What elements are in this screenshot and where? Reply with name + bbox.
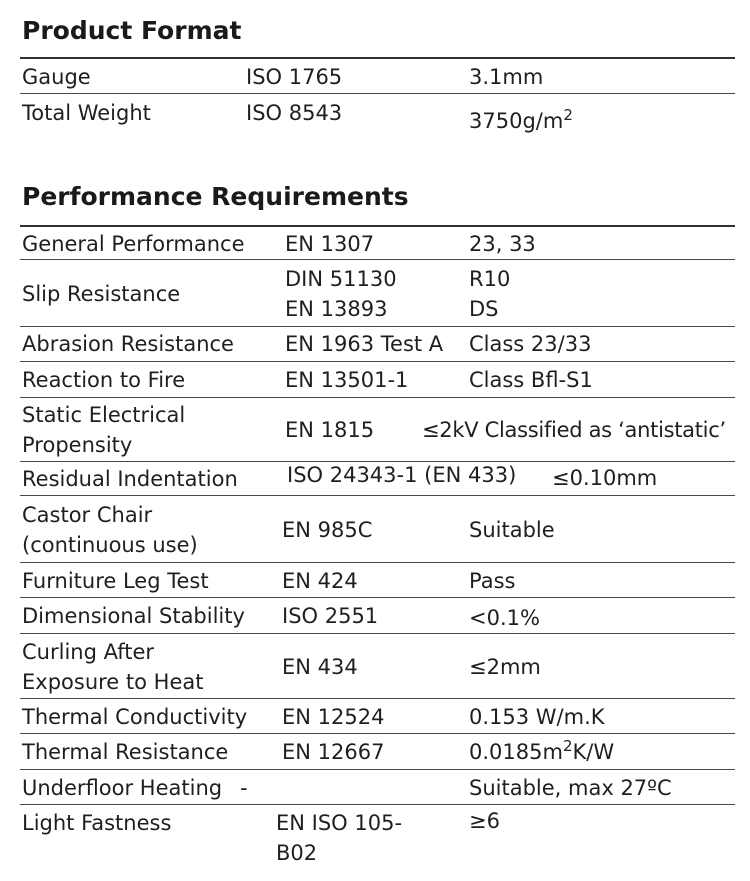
row-divider — [20, 495, 735, 496]
section-rule — [20, 57, 735, 59]
standard-code: EN 13893 — [285, 297, 388, 321]
row-divider — [20, 633, 735, 634]
property-label: Slip Resistance — [22, 282, 181, 306]
row-divider — [20, 397, 735, 398]
value-text: $3750g/m^2$ — [469, 106, 573, 133]
row-divider — [20, 93, 735, 94]
property-label: Curling After — [22, 640, 155, 664]
property-label: Furniture Leg Test — [22, 569, 209, 593]
value-text: $0.0185m^2K/W$ — [469, 737, 615, 764]
standard-code: EN ISO 105- — [276, 811, 403, 835]
standard-code: EN 1963 Test A — [285, 332, 444, 356]
standard-code: EN 424 — [282, 569, 358, 593]
property-label: Light Fastness — [22, 811, 172, 835]
value-text: R10 — [469, 267, 511, 291]
property-label: General Performance — [22, 232, 245, 256]
standard-code: EN 985C — [282, 518, 373, 542]
standard-code: EN 1815 — [285, 418, 375, 442]
section-rule — [20, 225, 735, 227]
property-label: Underfloor Heating — [22, 776, 223, 800]
standard-code: EN 434 — [282, 655, 358, 679]
property-label: Static Electrical — [22, 403, 186, 427]
standard-code: EN 13501-1 — [285, 368, 409, 392]
section-heading-performance: Performance Requirements — [22, 182, 409, 211]
value-text: ≤2kV Classified as ‘antistatic’ — [422, 418, 726, 442]
value-text: ≥6 — [469, 809, 500, 833]
standard-code: ISO 8543 — [246, 101, 343, 125]
standard-code: ISO 24343-1 (EN 433) — [287, 463, 517, 487]
property-label: Thermal Resistance — [22, 740, 229, 764]
section-heading-product-format: Product Format — [22, 16, 242, 45]
value-text: Pass — [469, 569, 516, 593]
property-label: Reaction to Fire — [22, 368, 186, 392]
property-label: Castor Chair — [22, 503, 153, 527]
standard-code: DIN 51130 — [285, 267, 397, 291]
value-text: Suitable — [469, 518, 555, 542]
value-text: 0.153 W/m.K — [469, 705, 605, 729]
standard-code: - — [240, 776, 248, 800]
standard-code: EN 1307 — [285, 232, 375, 256]
property-label: (continuous use) — [22, 533, 198, 557]
value-text: DS — [469, 297, 499, 321]
property-label: Exposure to Heat — [22, 670, 204, 694]
property-label: Total Weight — [22, 101, 151, 125]
row-divider — [20, 259, 735, 260]
property-label: Dimensional Stability — [22, 604, 245, 628]
row-divider — [20, 597, 735, 598]
row-divider — [20, 326, 735, 327]
property-label: Gauge — [22, 65, 91, 89]
value-text: 23, 33 — [469, 232, 536, 256]
row-divider — [20, 562, 735, 563]
value-text: Class Bfl-S1 — [469, 368, 593, 392]
property-label: Propensity — [22, 433, 133, 457]
row-divider — [20, 733, 735, 734]
standard-code: ISO 1765 — [246, 65, 343, 89]
row-divider — [20, 804, 735, 805]
value-text: ≤0.10mm — [552, 466, 658, 490]
row-divider — [20, 361, 735, 362]
row-divider — [20, 698, 735, 699]
property-label: Residual Indentation — [22, 467, 238, 491]
value-text: Suitable, max 27ºC — [469, 776, 672, 800]
value-text: ≤2mm — [469, 655, 541, 679]
row-divider — [20, 769, 735, 770]
value-text: Class 23/33 — [469, 332, 592, 356]
standard-code: ISO 2551 — [282, 604, 379, 628]
value-text: 3.1mm — [469, 65, 544, 89]
property-label: Thermal Conductivity — [22, 705, 248, 729]
property-label: Abrasion Resistance — [22, 332, 234, 356]
standard-code: EN 12524 — [282, 705, 385, 729]
standard-code: B02 — [276, 841, 318, 865]
standard-code: EN 12667 — [282, 740, 385, 764]
value-text: <0.1% — [469, 606, 540, 630]
